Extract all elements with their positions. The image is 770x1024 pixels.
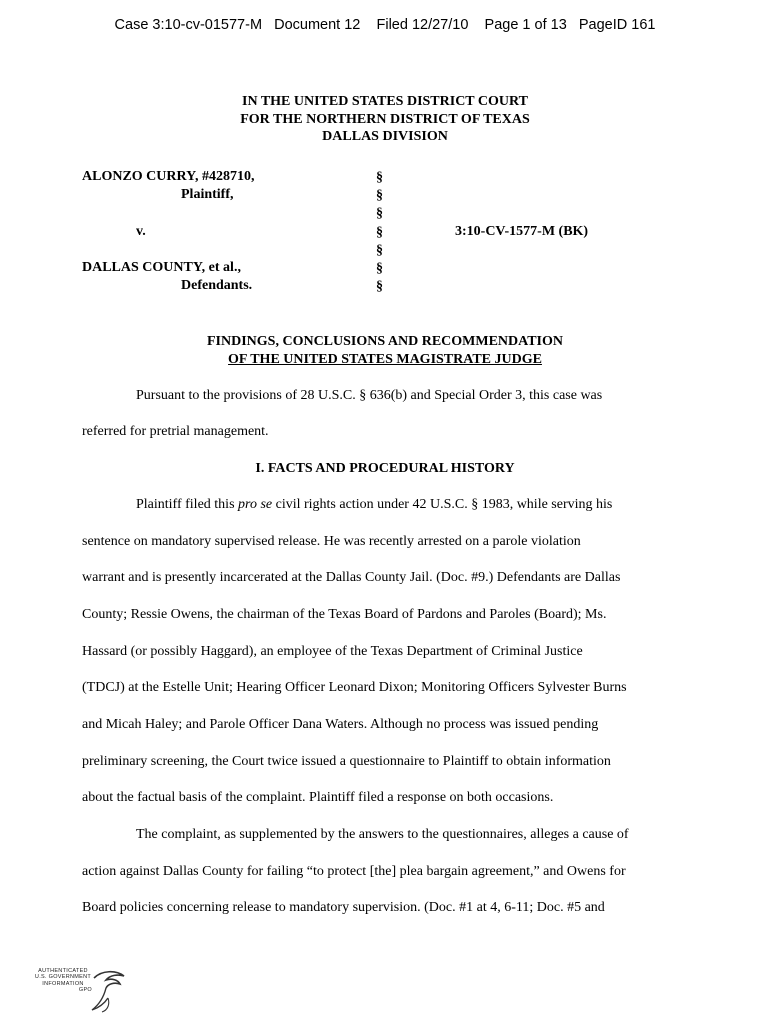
versus: v.	[136, 224, 146, 239]
court-title	[0, 93, 770, 146]
section-heading: I. FACTS AND PROCEDURAL HISTORY	[255, 461, 515, 476]
paragraph-line: Plaintiff filed this pro se civil rights action under 42 U.S.C. § 1983, while serving his	[136, 497, 613, 512]
intro-line-2: referred for pretrial management.	[82, 424, 269, 439]
gpo-authentication-seal	[32, 968, 132, 1014]
plaintiff-role: Plaintiff,	[181, 187, 234, 202]
section-symbol: §	[376, 188, 383, 204]
intro-line-1: Pursuant to the provisions of 28 U.S.C. § 636(b) and Special Order 3, this case was	[136, 388, 603, 403]
defendant-role: Defendants.	[181, 278, 253, 293]
section-symbol: §	[376, 242, 383, 258]
paragraph-line: Board policies concerning release to mandatory supervision. (Doc. #1 at 4, 6-11; Doc. #5 and	[82, 900, 605, 915]
document-title	[0, 333, 770, 368]
title-line-1: FINDINGS, CONCLUSIONS AND RECOMMENDATION	[207, 334, 563, 349]
paragraph-line: County; Ressie Owens, the chairman of the Texas Board of Pardons and Paroles (Board); Ms.	[82, 607, 607, 622]
eagle-icon	[86, 968, 130, 1014]
section-symbol: §	[376, 279, 383, 295]
page-indicator: Page 1 of 13	[484, 17, 567, 33]
ecf-header	[0, 17, 770, 33]
paragraph-line: action against Dallas County for failing “to protect [the] plea bargain agreement,” and Owens for	[82, 864, 626, 879]
document-number: Document 12	[274, 17, 361, 33]
paragraph-line: about the factual basis of the complaint. Plaintiff filed a response on both occasions.	[82, 790, 554, 805]
gpo-seal-text: AUTHENTICATED U.S. GOVERNMENT INFORMATION GPO	[34, 968, 92, 994]
section-symbol: §	[376, 260, 383, 276]
paragraph-line: preliminary screening, the Court twice issued a questionnaire to Plaintiff to obtain information	[82, 754, 611, 769]
paragraph-line: Hassard (or possibly Haggard), an employee of the Texas Department of Criminal Justice	[82, 644, 583, 659]
paragraph-line: and Micah Haley; and Parole Officer Dana Waters. Although no process was issued pending	[82, 717, 599, 732]
paragraph-line: The complaint, as supplemented by the answers to the questionnaires, alleges a cause of	[136, 827, 629, 842]
section-symbol: §	[376, 224, 383, 240]
title-line-2: OF THE UNITED STATES MAGISTRATE JUDGE	[228, 351, 542, 367]
case-number: 3:10-CV-1577-M (BK)	[455, 224, 589, 239]
section-symbol: §	[376, 206, 383, 222]
court-line-1: IN THE UNITED STATES DISTRICT COURT	[242, 94, 528, 109]
paragraph-line: sentence on mandatory supervised release. He was recently arrested on a parole violation	[82, 534, 581, 549]
filed-date: Filed 12/27/10	[376, 17, 469, 33]
paragraph-line: warrant and is presently incarcerated at the Dallas County Jail. (Doc. #9.) Defendants are Dallas	[82, 570, 621, 585]
section-symbol-column	[376, 169, 383, 296]
case-number-header: Case 3:10-cv-01577-M	[114, 17, 263, 33]
court-line-3: DALLAS DIVISION	[322, 129, 448, 144]
pageid: PageID 161	[578, 17, 656, 33]
court-line-2: FOR THE NORTHERN DISTRICT OF TEXAS	[240, 111, 530, 127]
italic-term: pro se	[238, 497, 273, 512]
section-symbol: §	[376, 170, 383, 185]
paragraph-line: (TDCJ) at the Estelle Unit; Hearing Officer Leonard Dixon; Monitoring Officers Sylvester Burns	[82, 680, 627, 695]
defendant-name: DALLAS COUNTY, et al.,	[82, 260, 241, 275]
plaintiff-name: ALONZO CURRY, #428710,	[82, 169, 255, 184]
